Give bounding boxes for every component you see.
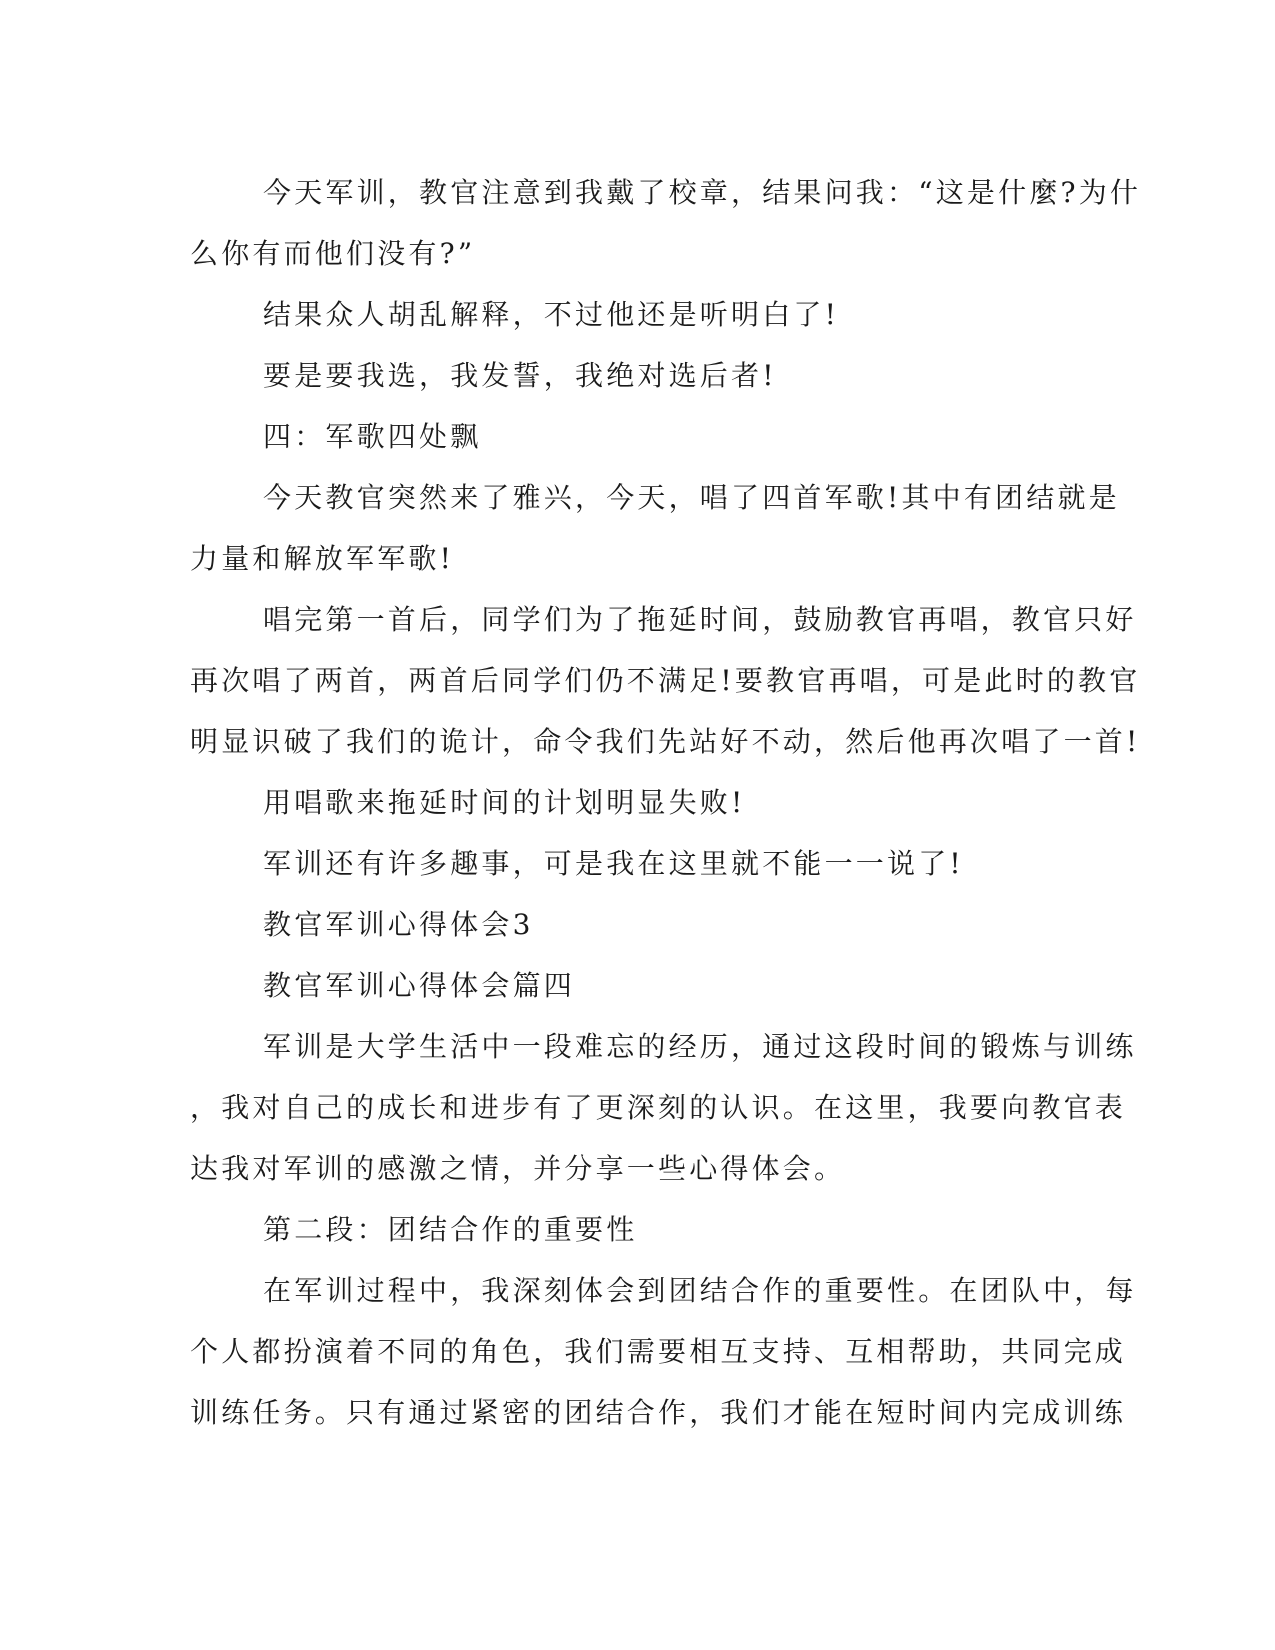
text-line: 今天军训，教官注意到我戴了校章，结果问我：“这是什麼?为什 (263, 176, 1142, 209)
text-line: 军训是大学生活中一段难忘的经历，通过这段时间的锻炼与训练 (263, 1030, 1137, 1063)
paragraph (190, 1260, 1137, 1443)
paragraph (190, 345, 1080, 406)
text-line: 唱完第一首后，同学们为了拖延时间，鼓励教官再唱，教官只好 (263, 603, 1137, 636)
text-line: 用唱歌来拖延时间的计划明显失败! (263, 786, 746, 819)
section-heading (190, 1199, 1080, 1260)
text-line: 再次唱了两首，两首后同学们仍不满足!要教官再唱，可是此时的教官 (190, 664, 1141, 697)
text-line: 在军训过程中，我深刻体会到团结合作的重要性。在团队中，每 (263, 1274, 1137, 1307)
text-line: 力量和解放军军歌! (190, 542, 455, 575)
paragraph (190, 833, 1080, 894)
text-line: 结果众人胡乱解释，不过他还是听明白了! (263, 298, 840, 331)
paragraph (190, 589, 1141, 772)
text-line: 第二段：团结合作的重要性 (263, 1213, 638, 1246)
text-line: 今天教官突然来了雅兴，今天，唱了四首军歌!其中有团结就是 (263, 481, 1120, 514)
text-line: 军训还有许多趣事，可是我在这里就不能一一说了! (263, 847, 964, 880)
paragraph (190, 772, 1080, 833)
paragraph (190, 284, 1080, 345)
text-line: 个人都扮演着不同的角色，我们需要相互支持、互相帮助，共同完成 (190, 1335, 1127, 1368)
text-line: 达我对军训的感激之情，并分享一些心得体会。 (190, 1152, 846, 1185)
section-heading (190, 894, 1080, 955)
text-line: 么你有而他们没有?” (190, 237, 476, 270)
section-heading (190, 955, 1080, 1016)
text-line: 训练任务。只有通过紧密的团结合作，我们才能在短时间内完成训练 (190, 1396, 1127, 1429)
text-line: 四：军歌四处飘 (263, 420, 482, 453)
section-heading (190, 406, 1080, 467)
paragraph (190, 162, 1142, 284)
paragraph (190, 1016, 1137, 1199)
text-line: ，我对自己的成长和进步有了更深刻的认识。在这里，我要向教官表 (190, 1091, 1127, 1124)
text-line: 明显识破了我们的诡计，命令我们先站好不动，然后他再次唱了一首! (190, 725, 1141, 758)
paragraph (190, 467, 1120, 589)
text-line: 教官军训心得体会3 (263, 908, 534, 941)
text-line: 要是要我选，我发誓，我绝对选后者! (263, 359, 777, 392)
document-body (190, 162, 1142, 1443)
text-line: 教官军训心得体会篇四 (263, 969, 576, 1002)
